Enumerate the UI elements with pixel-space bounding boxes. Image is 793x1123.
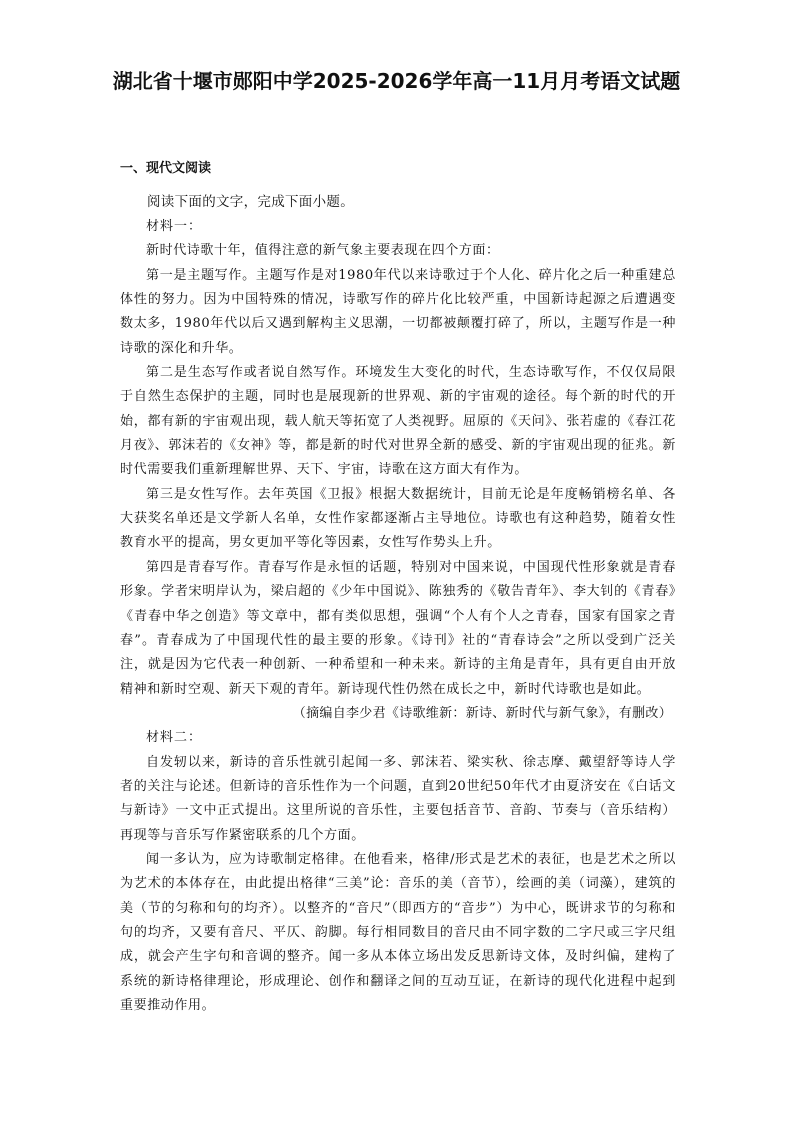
source-citation: （摘编自李少君《诗歌维新：新诗、新时代与新气象》，有删改）	[292, 705, 672, 721]
document-body	[120, 190, 676, 1018]
body-paragraph: 自发轫以来，新诗的音乐性就引起闻一多、郭沫若、梁实秋、徐志摩、戴望舒等诗人学者的关注与论述。但新诗的音乐性作为一个问题，直到20世纪50年代才由夏济安在《白话文与新诗》一文中正式提出。这里所说的音乐性，主要包括音节、音韵、节奏与（音乐结构）再现等与音乐写作紧密联系的几个方面。	[120, 754, 676, 843]
material-label: 材料二：	[146, 730, 203, 746]
instruction-paragraph: 阅读下面的文字，完成下面小题。	[147, 194, 354, 210]
document-title: 湖北省十堰市郧阳中学2025-2026学年高一11月月考语文试题	[112, 69, 681, 93]
body-paragraph: 新时代诗歌十年，值得注意的新气象主要表现在四个方面：	[146, 243, 500, 259]
body-paragraph: 闻一多认为，应为诗歌制定格律。在他看来，格律/形式是艺术的表征，也是艺术之所以为艺术的本体存在，由此提出格律“三美”论：音乐的美（音节），绘画的美（词藻），建筑的美（节的匀称和句的均齐）。以整齐的“音尺”（即西方的“音步”）为中心，既讲求节的匀称和句的均齐，又要有音尺、平仄、韵脚。每行相同数目的音尺由不同字数的二字尺或三字尺组成，就会产生字句和音调的整齐。闻一多从本体立场出发反思新诗文体，及时纠偏，建构了系统的新诗格律理论，形成理论、创作和翻译之间的互动互证，在新诗的现代化进程中起到重要推动作用。	[120, 851, 676, 1013]
body-paragraph: 第四是青春写作。青春写作是永恒的话题，特别对中国来说，中国现代性形象就是青春形象。学者宋明岸认为，梁启超的《少年中国说》、陈独秀的《敬告青年》、李大钊的《青春》《青春中华之创造》等文章中，都有类似思想，强调“个人有个人之青春，国家有国家之青春”。青春成为了中国现代性的最主要的形象。《诗刊》社的“青春诗会”之所以受到广泛关注，就是因为它代表一种创新、一种希望和一种未来。新诗的主角是青年，具有更自由开放精神和新时空观、新天下观的青年。新诗现代性仍然在成长之中，新时代诗歌也是如此。	[120, 559, 676, 697]
body-paragraph: 第三是女性写作。去年英国《卫报》根据大数据统计，目前无论是年度畅销榜名单、各大获奖名单还是文学新人名单，女性作家都逐渐占主导地位。诗歌也有这种趋势，随着女性教育水平的提高，男女更加平等化等因素，女性写作势头上升。	[120, 486, 676, 551]
body-paragraph: 第一是主题写作。主题写作是对1980年代以来诗歌过于个人化、碎片化之后一种重建总体性的努力。因为中国特殊的情况，诗歌写作的碎片化比较严重，中国新诗起源之后遭遇变数太多，1980年代以后又遇到解构主义思潮，一切都被颠覆打碎了，所以，主题写作是一种诗歌的深化和升华。	[120, 267, 676, 356]
material-label: 材料一：	[146, 219, 203, 234]
body-paragraph: 第二是生态写作或者说自然写作。环境发生大变化的时代，生态诗歌写作，不仅仅局限于自然生态保护的主题，同时也是展现新的世界观、新的宇宙观的途径。每个新的时代的开始，都有新的宇宙观出现，载人航天等拓宽了人类视野。屈原的《天问》、张若虚的《春江花月夜》、郭沫若的《女神》等，都是新的时代对世界全新的感受、新的宇宙观出现的征兆。新时代需要我们重新理解世界、天下、宇宙，诗歌在这方面大有作为。	[120, 365, 676, 478]
section-heading: 一、现代文阅读	[120, 161, 212, 176]
